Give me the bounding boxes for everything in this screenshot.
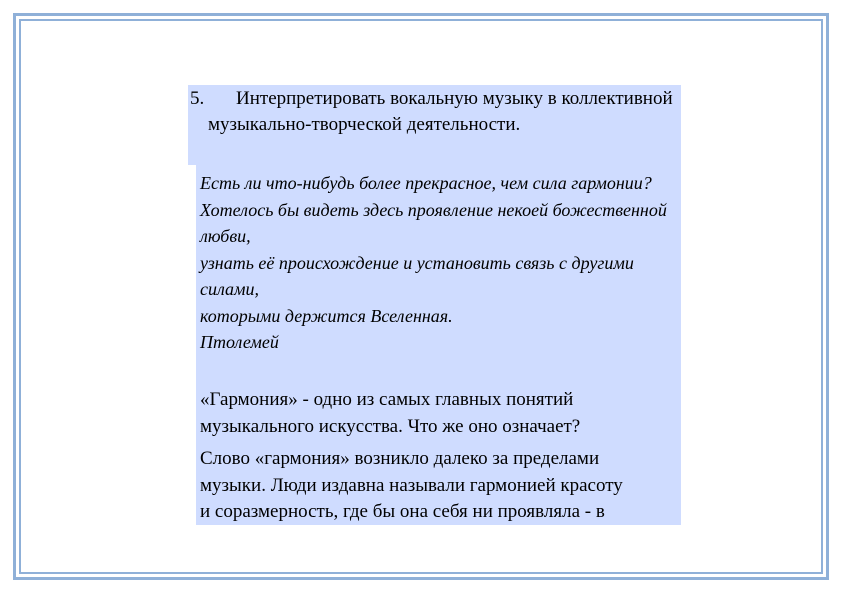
paragraph-line: Слово «гармония» возникло далеко за пределами (200, 448, 600, 469)
paragraph-harmony-origin (200, 446, 684, 526)
heading-number: 5. (190, 88, 205, 109)
quote-author: Птолемей (200, 332, 279, 352)
paragraph-harmony-definition: «Гармония» - одно из самых главных понятий музыкального искусства. Что же оно означает? (200, 389, 581, 437)
epigraph-quote (200, 170, 678, 356)
quote-line: Есть ли что-нибудь более прекрасное, чем сила гармонии? (200, 173, 652, 193)
heading-text: Интерпретировать вокальную музыку в коллективной музыкально-творческой деятельности. (208, 88, 673, 135)
quote-line: узнать её происхождение и установить связь с другими силами, (200, 252, 634, 299)
body-block (196, 165, 681, 525)
quote-line: Хотелось бы видеть здесь проявление некоей божественной любви, (200, 199, 667, 246)
paragraph-line: музыки. Люди издавна называли гармонией красоту (200, 474, 623, 496)
quote-line: которыми держится Вселенная. (200, 305, 453, 326)
paragraph-line: и соразмерность, где бы она себя ни проявляла - в (200, 501, 605, 522)
heading-block (188, 85, 681, 165)
